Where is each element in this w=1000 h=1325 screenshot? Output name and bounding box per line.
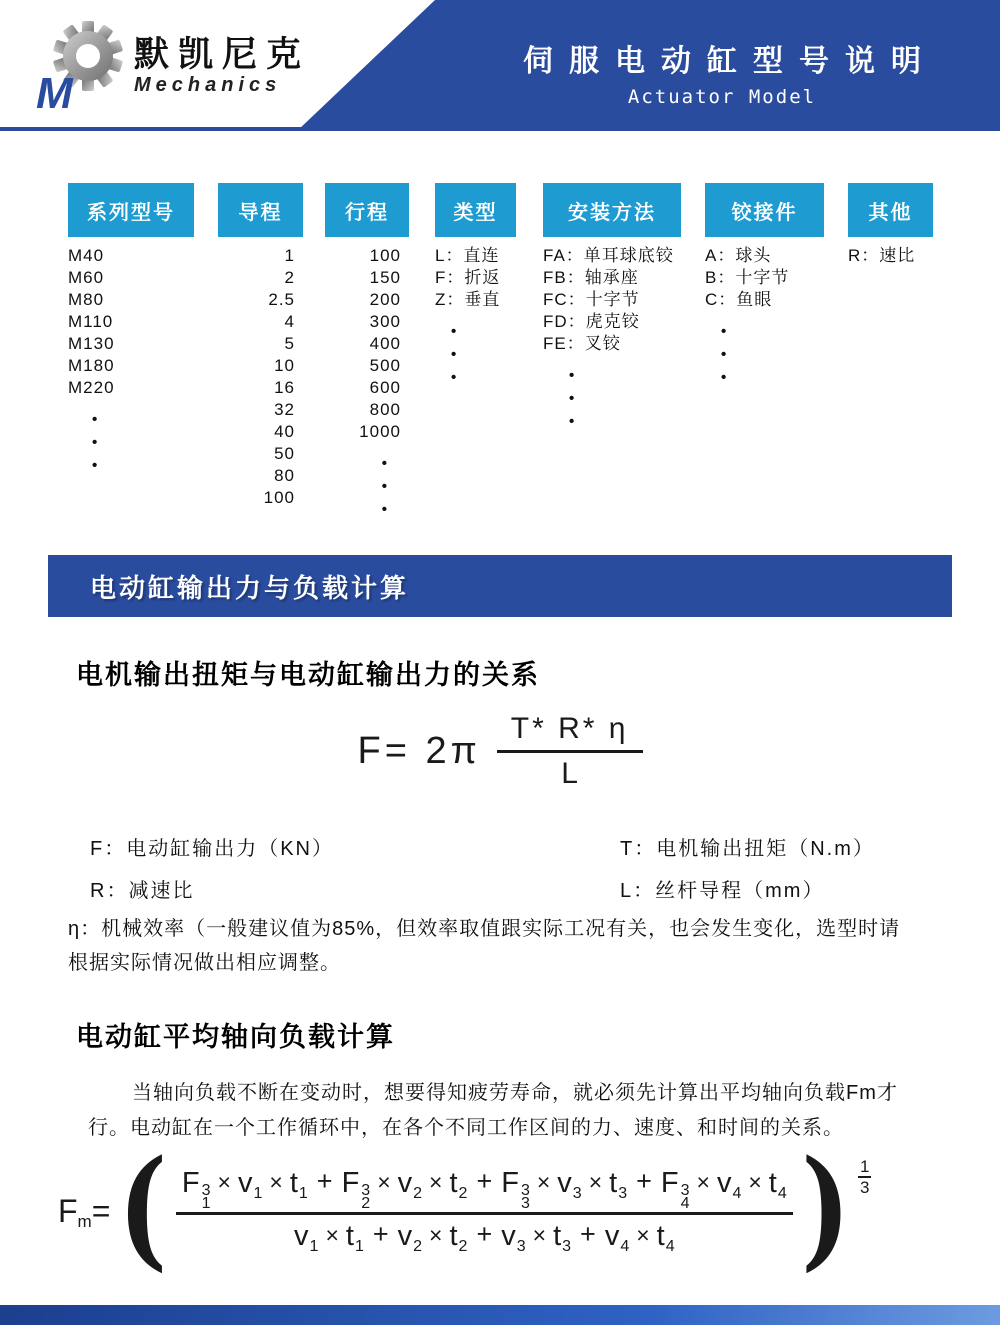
column-items	[705, 245, 824, 389]
load-section-heading: 电动缸平均轴向负载计算	[76, 1022, 395, 1052]
column-item: L：直连	[435, 246, 500, 265]
column-item: 50	[274, 444, 295, 463]
term-t-sub: 4	[777, 1185, 787, 1202]
term-F-sub: 1	[201, 1195, 211, 1212]
brand-text	[134, 36, 310, 96]
term-t-sub: 1	[298, 1185, 308, 1202]
model-column	[325, 183, 409, 521]
column-item: M80	[68, 290, 105, 309]
term-v: v	[716, 1167, 732, 1199]
model-column	[218, 183, 303, 509]
column-items	[435, 245, 516, 389]
force-formula-lhs: F= 2π	[357, 730, 481, 772]
term-v: v	[294, 1220, 309, 1252]
times-operator: ×	[748, 1169, 762, 1195]
column-item: 40	[274, 422, 295, 441]
term-v-sub: 4	[732, 1185, 742, 1202]
term-t: t	[609, 1167, 618, 1199]
column-item: 5	[284, 334, 295, 353]
column-item: FB：轴承座	[543, 268, 639, 287]
term-t-sub: 2	[458, 1185, 468, 1202]
ellipsis-dot: •	[721, 369, 727, 386]
column-item: 500	[369, 356, 401, 375]
column-item: C：鱼眼	[705, 290, 773, 309]
term-t: t	[768, 1167, 777, 1199]
term-F-sup: 3	[201, 1182, 211, 1199]
term-t: t	[289, 1167, 298, 1199]
term-t: t	[449, 1167, 458, 1199]
term-F: F	[181, 1167, 200, 1199]
ellipsis-dot: •	[569, 413, 575, 430]
term-t-sub: 1	[354, 1238, 364, 1255]
term-v: v	[237, 1167, 253, 1199]
fm-base: F	[58, 1192, 78, 1229]
term-t: t	[345, 1220, 354, 1252]
page-subtitle: Actuator Model	[627, 86, 817, 108]
torque-section-heading: 电机输出扭矩与电动缸输出力的关系	[76, 660, 540, 690]
term-F-supsub	[202, 1184, 211, 1210]
column-item: 32	[274, 400, 295, 419]
brand-logo	[36, 20, 310, 112]
term-v-sub: 3	[516, 1238, 526, 1255]
column-item: FC：十字节	[543, 290, 640, 309]
times-operator: ×	[696, 1169, 710, 1195]
column-item: 100	[263, 488, 295, 507]
column-item: M130	[68, 334, 115, 353]
times-operator: ×	[588, 1169, 603, 1195]
term-t-sub: 3	[618, 1185, 628, 1202]
svg-text:M: M	[36, 69, 73, 112]
times-operator: ×	[217, 1169, 231, 1195]
term-v: v	[604, 1220, 620, 1252]
ellipsis-dot: •	[92, 411, 98, 428]
column-header: 系列型号	[68, 183, 194, 237]
note-line-1: η：机械效率（一般建议值为85%，但效率取值跟实际工况有关，也会发生变化，选型时请	[68, 918, 901, 940]
brand-name-cn: 默凯尼克	[134, 35, 311, 74]
column-item: B：十字节	[705, 268, 790, 287]
fm-fraction-bar	[176, 1212, 793, 1215]
term-F-sub: 4	[680, 1195, 690, 1212]
column-item: 4	[284, 312, 295, 331]
paragraph-line-2: 行。电动缸在一个工作循环中，在各个不同工作区间的力、速度、和时间的关系。	[88, 1117, 844, 1139]
column-item: 200	[369, 290, 401, 309]
term-v-sub: 1	[253, 1185, 263, 1202]
plus-operator: +	[476, 1219, 493, 1249]
footer-bar	[0, 1305, 1000, 1325]
term-t: t	[553, 1220, 562, 1252]
note-line-2: 根据实际情况做出相应调整。	[68, 952, 341, 974]
fm-subscript: m	[77, 1211, 92, 1231]
times-operator: ×	[429, 1169, 443, 1195]
column-item: 80	[274, 466, 295, 485]
column-item: FE：叉铰	[543, 334, 621, 353]
plus-operator: +	[372, 1219, 389, 1249]
ellipsis-dot: •	[92, 434, 98, 451]
term-v-sub: 1	[309, 1238, 319, 1255]
column-item: 400	[369, 334, 401, 353]
column-item: FA：单耳球底铰	[543, 246, 674, 265]
average-load-formula	[58, 1131, 958, 1284]
fm-exponent	[858, 1158, 871, 1196]
term-F: F	[501, 1167, 519, 1199]
times-operator: ×	[269, 1169, 283, 1195]
header-title-block	[492, 36, 952, 108]
term-F: F	[341, 1167, 360, 1199]
column-header: 其他	[848, 183, 933, 237]
column-item: M60	[68, 268, 105, 287]
column-item: A：球头	[705, 246, 772, 265]
term-F: F	[660, 1167, 679, 1199]
model-column	[435, 183, 516, 389]
term-t-sub: 3	[562, 1238, 572, 1255]
ellipsis-dot: •	[721, 346, 727, 363]
column-item: 600	[369, 378, 401, 397]
term-F-sub: 3	[520, 1195, 530, 1212]
ellipsis-dot: •	[92, 457, 98, 474]
term-F-sup: 3	[680, 1182, 690, 1199]
times-operator: ×	[429, 1222, 443, 1248]
times-operator: ×	[532, 1222, 547, 1248]
definition-item: T：电机输出扭矩（N.m）	[620, 838, 875, 860]
plus-operator: +	[476, 1166, 493, 1196]
plus-operator: +	[580, 1219, 596, 1249]
fm-numerator	[176, 1166, 793, 1212]
fraction-denominator: L	[561, 757, 578, 790]
column-item: M180	[68, 356, 115, 375]
column-item: 1	[284, 246, 295, 265]
column-item: R：速比	[848, 246, 916, 265]
times-operator: ×	[325, 1222, 339, 1248]
term-v: v	[557, 1167, 572, 1199]
term-t-sub: 4	[665, 1238, 675, 1255]
term-t-sub: 2	[458, 1238, 468, 1255]
header-divider-line	[0, 127, 320, 131]
page-header	[0, 0, 1000, 131]
ellipsis-dot: •	[451, 346, 457, 363]
term-v-sub: 2	[413, 1238, 423, 1255]
times-operator: ×	[636, 1222, 650, 1248]
column-items	[325, 245, 409, 521]
gear-icon	[36, 20, 130, 112]
column-item: 1000	[359, 422, 401, 441]
term-F-supsub	[521, 1184, 530, 1210]
ellipsis-dot: •	[381, 478, 387, 495]
model-column	[848, 183, 933, 267]
fraction-numerator: T* R* η	[510, 712, 629, 745]
exponent-denominator: 3	[860, 1178, 870, 1197]
column-items	[543, 245, 681, 433]
symbol-definitions	[90, 836, 940, 904]
page-title: 伺服电动缸型号说明	[523, 45, 937, 78]
column-item: M40	[68, 246, 105, 265]
column-item: 300	[369, 312, 401, 331]
column-item: M110	[68, 312, 114, 331]
column-header: 铰接件	[705, 183, 824, 237]
term-F-sup: 3	[361, 1182, 371, 1199]
section-banner-title: 电动缸输出力与负载计算	[90, 572, 410, 603]
times-operator: ×	[536, 1169, 551, 1195]
ellipsis-dot: •	[721, 323, 727, 340]
term-F-supsub	[361, 1184, 370, 1210]
ellipsis-dot: •	[569, 390, 575, 407]
column-items	[848, 245, 933, 267]
ellipsis-dot: •	[451, 323, 457, 340]
term-t: t	[656, 1220, 665, 1252]
ellipsis-dot: •	[381, 501, 387, 518]
force-formula	[0, 712, 1000, 791]
model-column	[543, 183, 681, 433]
brand-name-en: Mechanics	[134, 74, 282, 96]
definition-item: R：减速比	[90, 880, 195, 902]
open-paren: (	[118, 1131, 168, 1284]
term-v-sub: 3	[572, 1185, 582, 1202]
column-items	[68, 245, 194, 477]
ellipsis-dot: •	[451, 369, 457, 386]
column-header: 行程	[325, 183, 409, 237]
times-operator: ×	[377, 1169, 391, 1195]
term-F-supsub	[681, 1184, 690, 1210]
ellipsis-dot: •	[381, 455, 387, 472]
term-v-sub: 2	[413, 1185, 423, 1202]
exponent-numerator: 1	[860, 1157, 870, 1176]
term-t: t	[449, 1220, 458, 1252]
model-column	[68, 183, 194, 477]
term-F-sup: 3	[520, 1182, 530, 1199]
definition-item: F：电动缸输出力（KN）	[90, 838, 334, 860]
fm-lhs	[58, 1193, 110, 1230]
column-item: Z：垂直	[435, 290, 501, 309]
column-item: M220	[68, 378, 115, 397]
column-item: 16	[274, 378, 295, 397]
paragraph-line-1: 当轴向负载不断在变动时，想要得知疲劳寿命，就必须先计算出平均轴向负载Fm才	[132, 1082, 898, 1104]
column-item: FD：虎克铰	[543, 312, 640, 331]
fm-fraction	[176, 1167, 793, 1255]
column-item: 150	[369, 268, 401, 287]
fm-equals: =	[91, 1192, 111, 1229]
term-v: v	[397, 1220, 413, 1252]
column-item: 2.5	[268, 290, 295, 309]
term-F-sub: 2	[361, 1195, 371, 1212]
term-v: v	[397, 1167, 413, 1199]
column-item: 100	[369, 246, 401, 265]
column-item: 2	[284, 268, 295, 287]
ellipsis-dot: •	[569, 367, 575, 384]
column-items	[218, 245, 303, 509]
plus-operator: +	[316, 1166, 333, 1196]
close-paren: )	[800, 1131, 851, 1284]
fm-denominator	[288, 1220, 681, 1255]
column-item: 10	[274, 356, 295, 375]
column-item: F：折返	[435, 268, 501, 287]
force-formula-fraction	[497, 712, 643, 791]
efficiency-note	[68, 912, 948, 980]
section-banner	[48, 555, 952, 617]
model-column	[705, 183, 824, 389]
column-header: 类型	[435, 183, 516, 237]
term-v-sub: 4	[620, 1238, 630, 1255]
definition-item: L：丝杆导程（mm）	[620, 880, 825, 902]
term-v: v	[501, 1220, 516, 1252]
column-item: 800	[369, 400, 401, 419]
column-header: 安装方法	[543, 183, 681, 237]
column-header: 导程	[218, 183, 303, 237]
plus-operator: +	[636, 1166, 652, 1196]
